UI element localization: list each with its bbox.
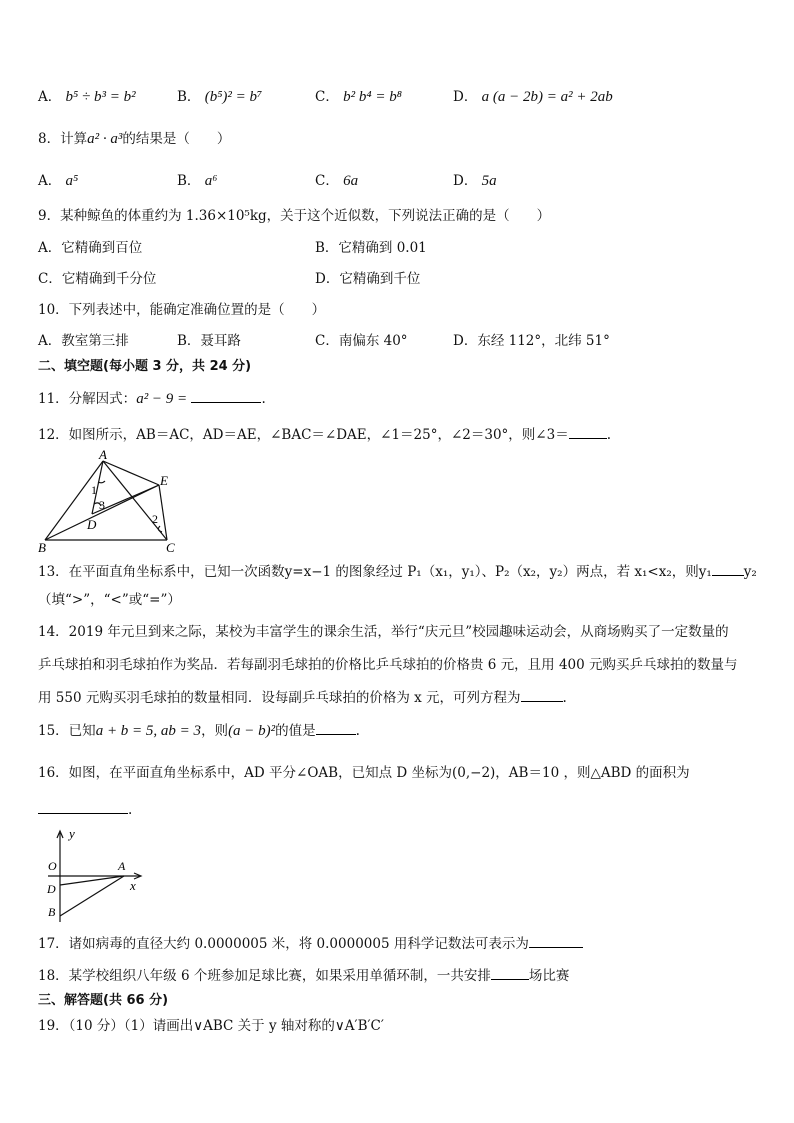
q10-option-d: D．东经 112°，北纬 51° [453,333,610,349]
point-c-label: C [166,540,175,555]
answer-blank[interactable] [491,967,529,980]
answer-blank[interactable] [38,801,128,814]
q9-option-a: A．它精确到百位 [38,240,143,256]
angle-3-label: 3 [99,498,105,512]
question-16-line2: . [38,800,132,820]
point-b-label: B [48,905,56,919]
section-solutions-title: 三、解答题(共 66 分) [38,993,169,1008]
point-a-label: A [99,448,107,462]
q10-option-c: C．南偏东 40° [315,333,408,349]
q8-option-d: D． 5a [453,173,497,189]
question-13: 13．在平面直角坐标系中，已知一次函数y=x−1 的图象经过 P₁（x₁，y₁）、P₂（x₂，y₂）两点，若 x₁<x₂，则y₁ y₂ [38,564,757,580]
q9-option-b: B．它精确到 0.01 [315,240,427,256]
point-a-label: A [118,859,126,873]
question-11: 11．分解因式：a² − 9 = . [38,391,266,407]
x-axis-label: x [130,878,136,893]
answer-blank[interactable] [712,563,744,576]
answer-blank[interactable] [521,689,563,702]
q8-option-c: C． 6a [315,173,359,189]
question-13-line2: （填“>”，“<”或“=”） [38,592,181,608]
question-16: 16．如图，在平面直角坐标系中，AD 平分∠OAB，已知点 D 坐标为(0,−2)，AB＝10 ，则△ABD 的面积为 [38,765,690,781]
question-18: 18．某学校组织八年级 6 个班参加足球比赛，如果采用单循环制，一共安排 场比赛 [38,968,570,984]
point-d-label: D [47,882,56,896]
figure-12-triangles [34,448,184,558]
q8-option-b: B． a⁶ [177,173,218,189]
q7-option-d: D． a (a − 2b) = a² + 2ab [453,89,613,105]
point-e-label: E [160,473,168,488]
origin-label: O [48,859,57,873]
question-14-line3: 用 550 元购买羽毛球拍的数量相同．设每副乒乓球拍的价格为 x 元，可列方程为 . [38,690,567,706]
q8-option-a: A． a⁵ [38,173,79,189]
question-15: 15．已知a + b = 5, ab = 3，则(a − b)²的值是 . [38,723,360,739]
question-19: 19．（10 分）（1）请画出∨ABC 关于 y 轴对称的∨A′B′C′ [38,1018,384,1034]
figure-16-coordinate-plane [40,828,150,926]
question-12: 12．如图所示，AB＝AC，AD＝AE，∠BAC＝∠DAE，∠1＝25°，∠2＝30°，则∠3＝ . [38,427,612,443]
question-10: 10．下列表述中，能确定准确位置的是（ ） [38,302,326,318]
point-b-label: B [38,540,46,555]
q7-option-a: A． b⁵ ÷ b³ = b² [38,89,136,105]
q10-option-a: A．教室第三排 [38,333,129,349]
answer-blank[interactable] [529,935,583,948]
point-d-label: D [87,517,97,532]
q7-option-c: C． b² b⁴ = b⁸ [315,89,402,105]
question-9: 9．某种鲸鱼的体重约为 1.36×10⁵kg，关于这个近似数，下列说法正确的是（ ） [38,208,551,224]
angle-1-label: 1 [91,483,97,497]
q10-option-b: B．聂耳路 [177,333,241,349]
answer-blank[interactable] [569,426,607,439]
answer-blank[interactable] [191,390,261,403]
y-axis-label: y [69,828,75,841]
question-14-line1: 14．2019 年元旦到来之际，某校为丰富学生的课余生活，举行“庆元旦”校园趣味运动会，从商场购买了一定数量的 [38,624,729,640]
question-17: 17．诸如病毒的直径大约 0.0000005 米，将 0.0000005 用科学记数法可表示为 [38,934,583,954]
q7-option-b: B． (b⁵)² = b⁷ [177,89,263,105]
q9-option-c: C．它精确到千分位 [38,271,157,287]
question-8: 8．计算a² · a³的结果是（ ） [38,131,231,147]
angle-2-label: 2 [152,512,158,526]
q9-option-d: D．它精确到千位 [315,271,421,287]
section-fill-in-title: 二、填空题(每小题 3 分，共 24 分) [38,359,252,374]
question-14-line2: 乒乓球拍和羽毛球拍作为奖品．若每副羽毛球拍的价格比乒乓球拍的价格贵 6 元，且用 400 元购买乒乓球拍的数量与 [38,657,738,673]
answer-blank[interactable] [316,722,356,735]
